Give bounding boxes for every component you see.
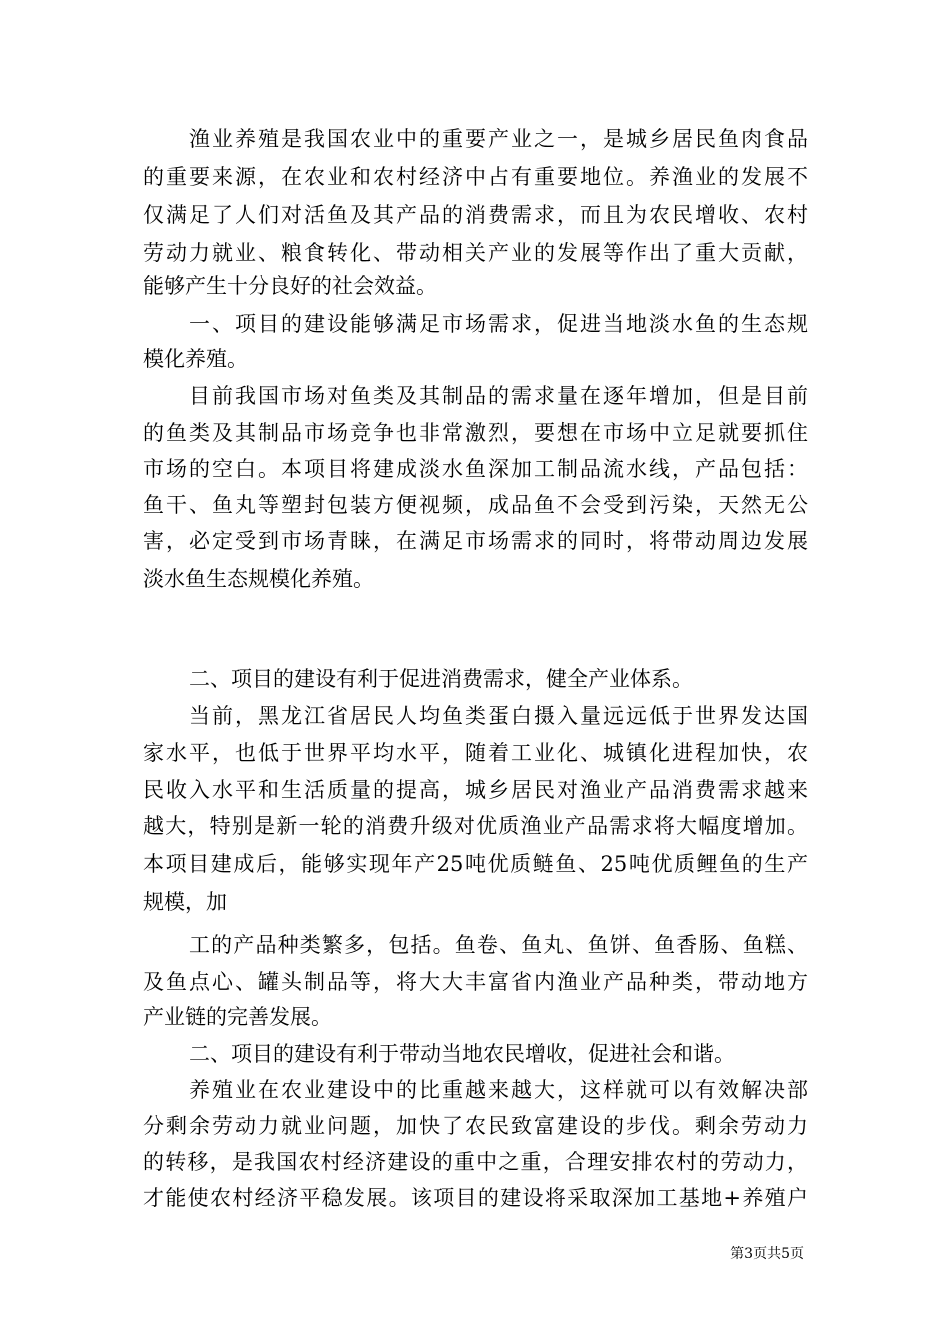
section-heading-1-cont: 模化养殖。 [143,347,248,371]
paragraph-line: 养殖业在农业建设中的比重越来越大，这样就可以有效解决部 [189,1078,808,1102]
paragraph-line: 工的产品种类繁多，包括。鱼卷、鱼丸、鱼饼、鱼香肠、鱼糕、 [189,933,808,957]
paragraph-line: 淡水鱼生态规模化养殖。 [143,567,374,591]
section-heading-1: 一、项目的建设能够满足市场需求，促进当地淡水鱼的生态规 [189,312,808,336]
paragraph-line: 能够产生十分良好的社会效益。 [143,274,437,298]
paragraph-line: 的重要来源，在农业和农村经济中占有重要地位。养渔业的发展不 [143,165,808,189]
paragraph-line: 分剩余劳动力就业问题，加快了农民致富建设的步伐。剩余劳动力 [143,1114,808,1138]
paragraph-line: 渔业养殖是我国农业中的重要产业之一，是城乡居民鱼肉食品 [189,127,808,151]
paragraph-line: 目前我国市场对鱼类及其制品的需求量在逐年增加，但是目前 [189,384,808,408]
paragraph-line: 家水平，也低于世界平均水平，随着工业化、城镇化进程加快，农 [143,741,808,765]
section-heading-2: 二、项目的建设有利于促进消费需求，健全产业体系。 [189,667,693,691]
paragraph-line: 劳动力就业、粮食转化、带动相关产业的发展等作出了重大贡献， [143,241,808,265]
paragraph-line: 才能使农村经济平稳发展。该项目的建设将采取深加工基地+养殖户 [143,1186,808,1210]
paragraph-line: 产业链的完善发展。 [143,1005,332,1029]
paragraph-line: 害，必定受到市场青睐，在满足市场需求的同时，将带动周边发展 [143,529,808,553]
paragraph-line: 民收入水平和生活质量的提高，城乡居民对渔业产品消费需求越来 [143,778,808,802]
paragraph-line: 及鱼点心、罐头制品等，将大大丰富省内渔业产品种类，带动地方 [143,970,808,994]
paragraph-line: 当前，黑龙江省居民人均鱼类蛋白摄入量远远低于世界发达国 [189,704,808,728]
paragraph-line: 的转移，是我国农村经济建设的重中之重，合理安排农村的劳动力， [143,1150,808,1174]
section-heading-3: 二、项目的建设有利于带动当地农民增收，促进社会和谐。 [189,1042,735,1066]
paragraph-line: 市场的空白。本项目将建成淡水鱼深加工制品流水线，产品包括： [143,457,808,481]
paragraph-line: 鱼干、鱼丸等塑封包装方便视频，成品鱼不会受到污染，天然无公 [143,493,808,517]
paragraph-line: 的鱼类及其制品市场竞争也非常激烈，要想在市场中立足就要抓住 [143,421,808,445]
paragraph-line: 越大，特别是新一轮的消费升级对优质渔业产品需求将大幅度增加。 [143,814,808,838]
paragraph-line: 规模，加 [143,890,227,914]
paragraph-line: 仅满足了人们对活鱼及其产品的消费需求，而且为农民增收、农村 [143,203,808,227]
paragraph-line: 本项目建成后，能够实现年产25吨优质鲢鱼、25吨优质鲤鱼的生产 [143,852,808,876]
page-number-footer: 第3页共5页 [730,1246,804,1262]
